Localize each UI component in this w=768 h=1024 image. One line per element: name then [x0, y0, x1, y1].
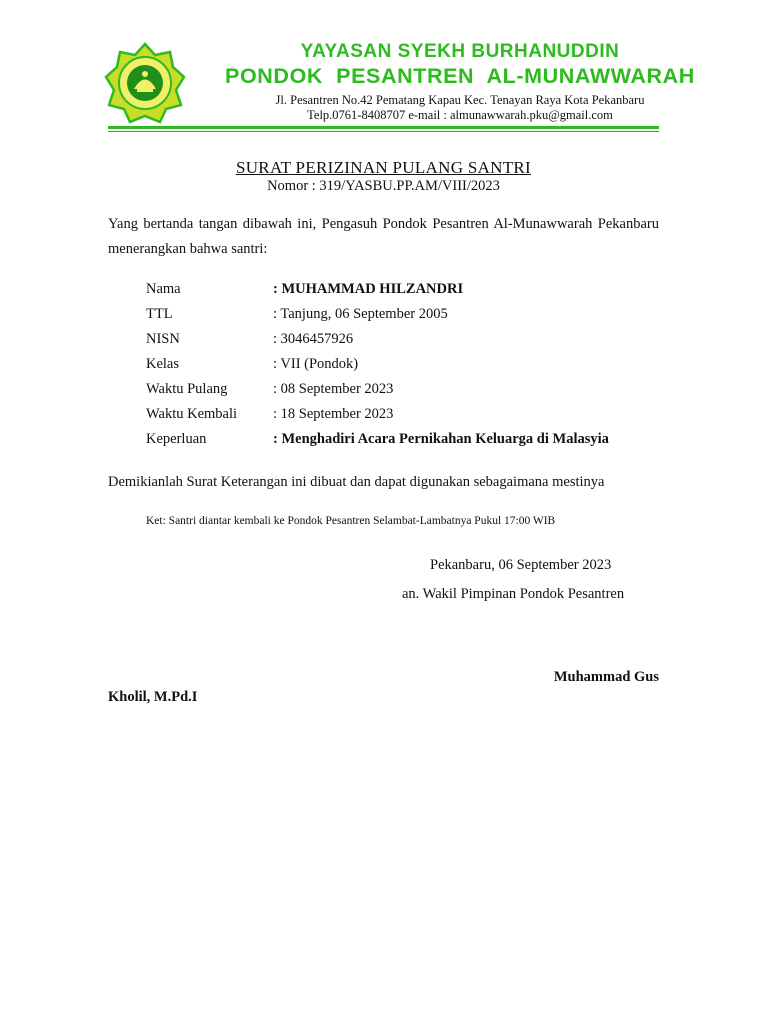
field-value-nisn: : 3046457926: [273, 331, 354, 347]
field-value-keperluan: : Menghadiri Acara Pernikahan Keluarga di Malasyia: [273, 431, 609, 447]
field-label-waktu-pulang: Waktu Pulang: [146, 381, 228, 397]
field-label-ttl: TTL: [146, 306, 173, 322]
field-value-ttl: : Tanjung, 06 September 2005: [273, 306, 448, 322]
header-divider-thick: [108, 126, 659, 129]
field-label-nisn: NISN: [146, 331, 180, 347]
field-label-kelas: Kelas: [146, 356, 180, 372]
signer-name-line2: Kholil, M.Pd.I: [108, 689, 198, 705]
star-crest-logo-icon: [104, 42, 186, 124]
field-label-keperluan: Keperluan: [146, 431, 207, 447]
place-date: Pekanbaru, 06 September 2023: [430, 557, 612, 573]
field-value-waktu-kembali: : 18 September 2023: [273, 406, 394, 422]
document-title: SURAT PERIZINAN PULANG SANTRI: [235, 158, 532, 177]
foundation-name: YAYASAN SYEKH BURHANUDDIN: [300, 41, 620, 62]
school-contact: Telp.0761-8408707 e-mail : almunawwarah.pku@gmail.com: [307, 108, 613, 122]
school-address: Jl. Pesantren No.42 Pematang Kapau Kec. Tenayan Raya Kota Pekanbaru: [275, 93, 645, 107]
field-value-kelas: : VII (Pondok): [273, 356, 359, 372]
closing-statement: Demikianlah Surat Keterangan ini dibuat dan dapat digunakan sebagaimana mestinya: [108, 474, 605, 490]
header-divider-thin: [108, 131, 659, 132]
field-value-waktu-pulang: : 08 September 2023: [273, 381, 394, 397]
document-number: Nomor : 319/YASBU.PP.AM/VIII/2023: [267, 178, 500, 194]
signer-name-line1: Muhammad Gus: [553, 669, 659, 685]
school-name: PONDOK PESANTREN AL-MUNAWWARAH: [225, 64, 695, 88]
field-label-nama: Nama: [146, 281, 181, 297]
field-value-nama: : MUHAMMAD HILZANDRI: [273, 281, 464, 297]
on-behalf-line: an. Wakil Pimpinan Pondok Pesantren: [402, 586, 625, 602]
field-label-waktu-kembali: Waktu Kembali: [146, 406, 238, 422]
return-note: Ket: Santri diantar kembali ke Pondok Pesantren Selambat-Lambatnya Pukul 17:00 WIB: [146, 515, 556, 527]
intro-paragraph: Yang bertanda tangan dibawah ini, Pengasuh Pondok Pesantren Al-Munawwarah Pekanbaru menerangkan bahwa santri:: [108, 216, 659, 257]
